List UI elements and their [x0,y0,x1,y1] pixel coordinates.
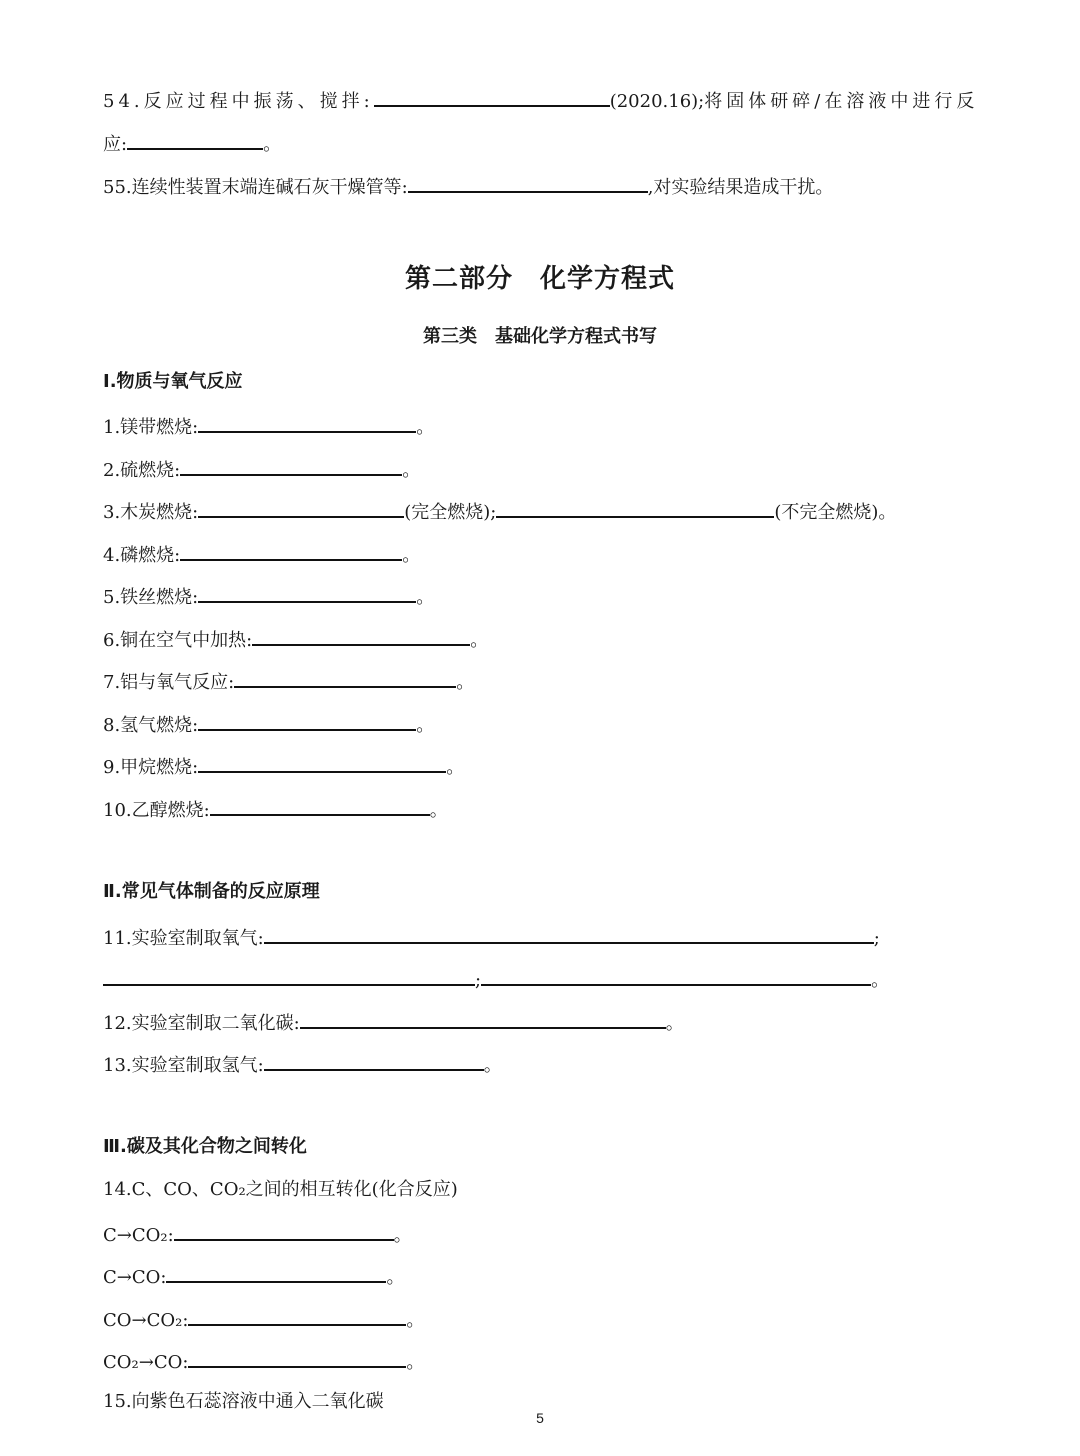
list-item: 6.铜在空气中加热: 。 [103,626,488,653]
answer-blank[interactable] [496,498,774,518]
q54-cont: 应: [103,134,128,155]
list-item: 9.甲烷燃烧: 。 [103,753,464,780]
question-54-cont: 应: 。 [103,130,281,157]
q54-text2: 将固体研碎/在溶液中进行反 [704,91,979,112]
answer-blank[interactable] [198,583,416,603]
answer-blank[interactable] [180,541,402,561]
q54-label: 54.反应过程中振荡、搅拌: [103,91,374,112]
answer-blank[interactable] [264,1051,484,1071]
list-item: C→CO: 。 [103,1263,404,1290]
page-number: 5 [536,1410,544,1426]
question-54 [103,87,978,114]
q54-year-ref: (2020.16); [609,91,705,112]
section-1-title: Ⅰ.物质与氧气反应 [103,371,243,392]
list-item: CO→CO₂: 。 [103,1306,424,1333]
answer-blank[interactable] [234,668,456,688]
list-item: 2.硫燃烧: 。 [103,456,420,483]
list-item: 5.铁丝燃烧: 。 [103,583,434,610]
list-item: CO₂→CO: 。 [103,1348,424,1375]
q55-label: 55.连续性装置末端连碱石灰干燥管等: [103,177,408,198]
answer-blank[interactable] [198,498,404,518]
list-item: 4.磷燃烧: 。 [103,541,420,568]
question-11: 11.实验室制取氧气: ; [103,924,880,951]
question-11-cont: ; 。 [103,966,889,993]
question-15: 15.向紫色石蕊溶液中通入二氧化碳 [103,1391,384,1412]
answer-blank[interactable] [103,966,475,986]
list-item: 3.木炭燃烧: (完全燃烧); (不完全燃烧)。 [103,498,896,525]
answer-blank[interactable] [481,966,871,986]
answer-blank[interactable] [188,1348,406,1368]
section-2-title: Ⅱ.常见气体制备的反应原理 [103,881,320,902]
answer-blank[interactable] [198,711,416,731]
part-title: 第二部分 化学方程式 [404,264,675,294]
question-14: 14.C、CO、CO₂之间的相互转化(化合反应) [103,1179,458,1200]
q54-answer-blank-2[interactable] [127,130,263,150]
list-item: C→CO₂: 。 [103,1221,412,1248]
answer-blank[interactable] [188,1306,406,1326]
answer-blank[interactable] [264,924,874,944]
list-item: 1.镁带燃烧: 。 [103,413,434,440]
list-item: 7.铝与氧气反应: 。 [103,668,474,695]
section-3-title: Ⅲ.碳及其化合物之间转化 [103,1136,307,1157]
answer-blank[interactable] [198,413,416,433]
list-item: 10.乙醇燃烧: 。 [103,796,448,823]
answer-blank[interactable] [180,456,402,476]
answer-blank[interactable] [210,796,430,816]
category-title: 第三类 基础化学方程式书写 [423,326,657,347]
question-13: 13.实验室制取氢气: 。 [103,1051,502,1078]
q55-answer-blank[interactable] [408,173,648,193]
answer-blank[interactable] [300,1009,666,1029]
answer-blank[interactable] [198,753,446,773]
question-55: 55.连续性装置末端连碱石灰干燥管等: ,对实验结果造成干扰。 [103,173,833,200]
list-item: 8.氢气燃烧: 。 [103,711,434,738]
q54-answer-blank[interactable] [374,87,610,107]
question-12: 12.实验室制取二氧化碳: 。 [103,1009,684,1036]
answer-blank[interactable] [174,1221,394,1241]
answer-blank[interactable] [166,1263,386,1283]
answer-blank[interactable] [252,626,470,646]
